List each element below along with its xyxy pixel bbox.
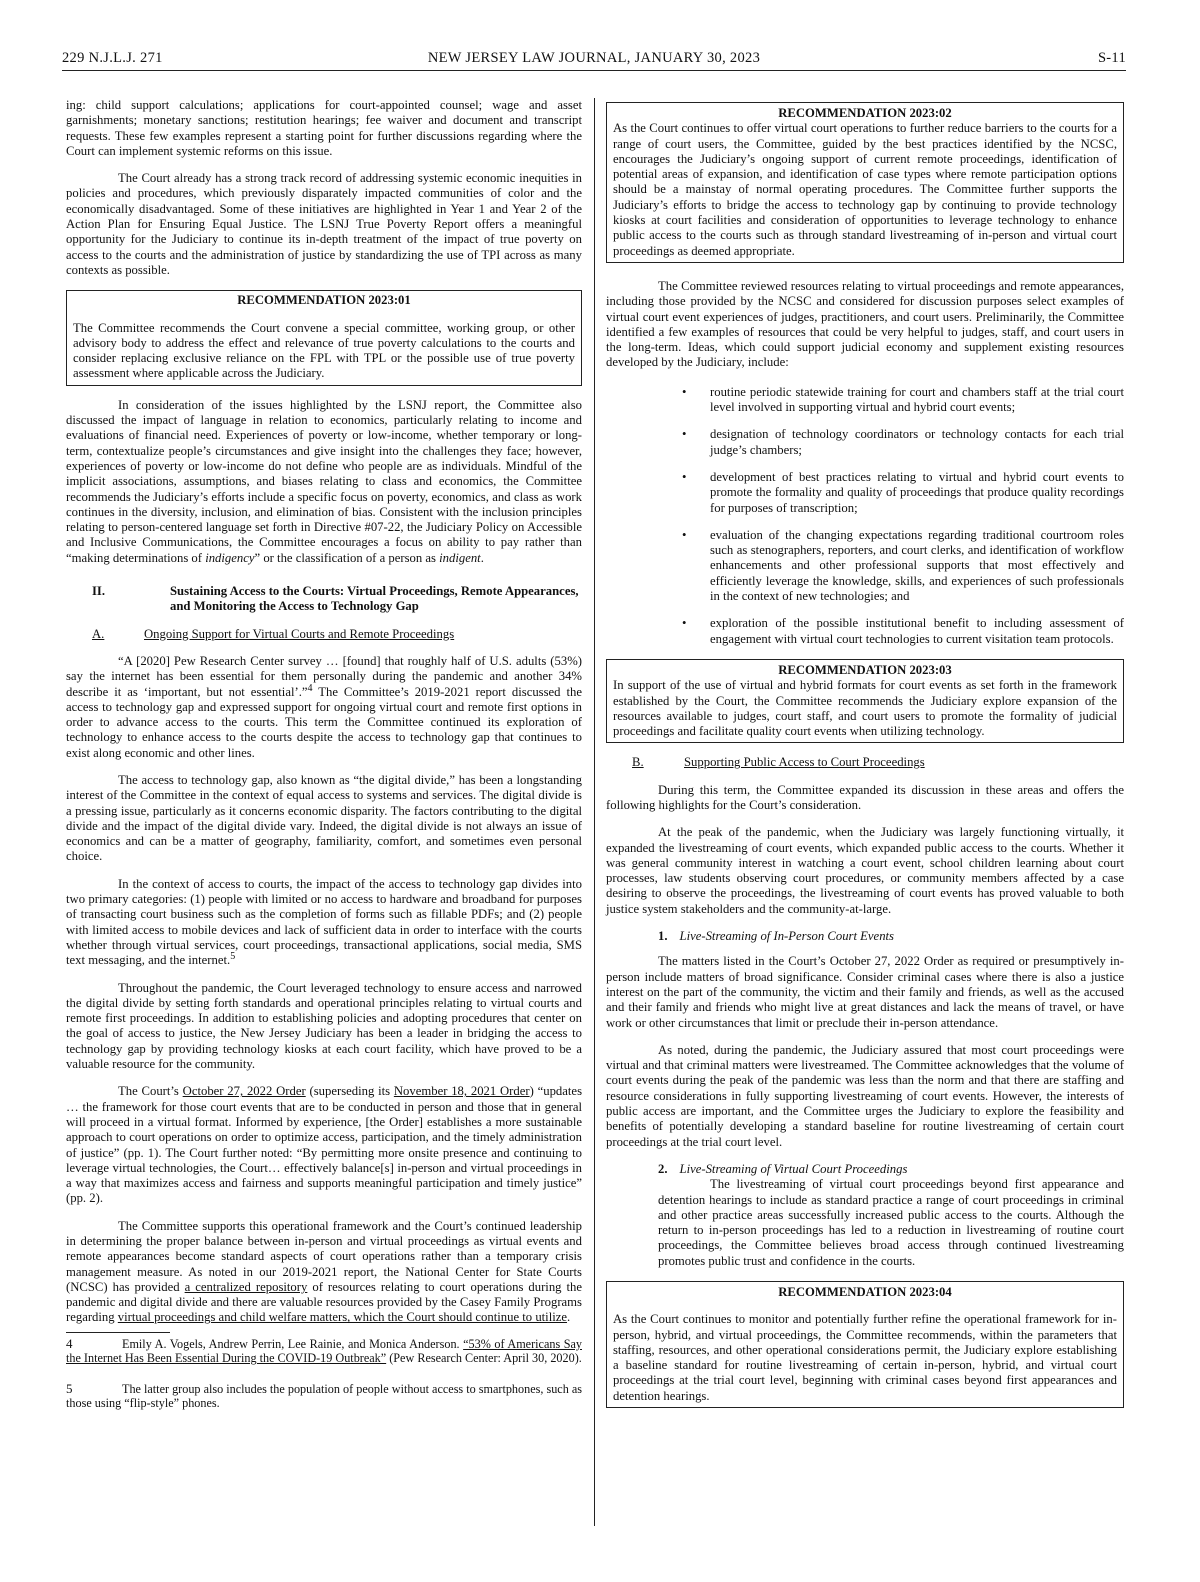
heading-number: 2. <box>658 1161 668 1176</box>
recommendation-title: RECOMMENDATION 2023:03 <box>778 662 952 677</box>
subsection-title: Supporting Public Access to Court Proceedings <box>684 755 925 770</box>
paragraph-digital-divide: The access to technology gap, also known as “the digital divide,” has been a longstanding interest of the Committee in the context of equal access to systems and services. The digital divide is a pressing issue, particularly as it concerns economic disparity. The factors contributing to the digital divide and the impact of the digital divide vary. Indeed, the digital divide is not always an issue of economics and can be a matter of geography, familiarity, comfort, and sometimes even personal choice. <box>66 772 582 864</box>
recommendation-body: The Committee recommends the Court convene a special committee, working group, or other advisory body to address the effect and relevance of true poverty calculations to the courts and consider replacing exclusive reliance on the FPL with TPL or the possible use of true poverty assessment where applicable across the Judiciary. <box>73 320 575 381</box>
list-item: • routine periodic statewide training for court and chambers staff at the trial court level involved in supporting virtual and hybrid court events; <box>606 385 1124 416</box>
virtual-livestream-block <box>606 1177 1124 1269</box>
paragraph-track-record: The Court already has a strong track record of addressing systemic economic inequities in policies and procedures, which previously disparately impacted communities of color and the economically disadvantaged. Some of these initiatives are highlighted in Year 1 and Year 2 of the Action Plan for Ensuring Equal Justice. The LSNJ True Poverty Report offers a meaningful opportunity for the Judiciary to continue its in-depth treatment of the impact of true poverty on access to the courts and the administration of justice by standardizing the use of TPI across as many contexts as possible. <box>66 171 582 277</box>
column-divider <box>594 98 595 1526</box>
subsection-letter: B. <box>632 755 644 770</box>
paragraph-pew-survey: “A [2020] Pew Research Center survey … [found] that roughly half of U.S. adults (53%) say the internet has been essential for them personally during the pandemic and another 34% describe it as ‘important, but not essential’.”$^4$ The Committee’s 2019-2021 report discussed the access to technology gap and expressed support for ongoing virtual court and remote first options in order to advance access to the courts. This term the Committee continued its exploration of technology to enhance access to the courts despite the access to technology gap that continues to exist along economic and other lines. <box>66 653 582 760</box>
heading-live-streaming-virtual <box>606 1162 1124 1177</box>
right-column <box>606 98 1124 1420</box>
recommendation-2023-01-box <box>66 290 582 385</box>
ideas-list <box>606 385 1124 647</box>
footnote-rule <box>66 1332 170 1333</box>
recommendation-title: RECOMMENDATION 2023:04 <box>778 1285 952 1299</box>
list-item: • development of best practices relating to virtual and hybrid court events to promote the formality and quality of proceedings that produce quality recordings for purposes of transcription; <box>606 470 1124 516</box>
list-item: • evaluation of the changing expectations regarding traditional courtroom roles such as stenographers, reporters, and court clerks, and identification of workflow enhancements and other professional supports that most effectively and efficiently leverage the knowledge, skills, and experiences of such professionals in the context of new technologies; and <box>606 528 1124 604</box>
november-2021-order-link[interactable]: November 18, 2021 Order <box>393 1084 530 1099</box>
paragraph-language-economics: In consideration of the issues highlighted by the LSNJ report, the Committee also discussed the impact of language in relation to economics, particularly relating to income and evaluations of financial need. Experiences of poverty or low-income, whether temporary or long-term, contextualize people’s circumstances and give insight into the challenges they face; however, experiences of poverty or low-income do not define who people are as individuals. Mindful of the implicit associations, assumptions, and biases relating to class and economics, the Committee recommends the Judiciary’s efforts include a specific focus on poverty, economics, and class as work continues in the diversity, inclusion, and elimination of bias. Consistent with the inclusion principles relating to person-centered language set forth in Directive #07-22, the Judiciary Policy on Accessible and Inclusive Communications, the Committee encourages a focus on ability to pay rather than “making determinations of indigency” or the classification of a person as indigent. <box>66 397 582 565</box>
header-journal-title: NEW JERSEY LAW JOURNAL, JANUARY 30, 2023 <box>427 50 761 66</box>
recommendation-body: In support of the use of virtual and hybrid formats for court events as set forth in the framework established by the Court, the Committee recommends the Judiciary explore expansion of the resources available to judges, court staff, and court users to promote the formality of judicial proceedings and facilitate quality court events when utilizing technology. <box>613 678 1117 739</box>
recommendation-title: RECOMMENDATION 2023:01 <box>237 293 411 308</box>
heading-title: Live-Streaming of In-Person Court Events <box>679 929 894 944</box>
paragraph-livestream-baseline: As noted, during the pandemic, the Judiciary assured that most court proceedings were virtual and that criminal matters were livestreamed. The Committee acknowledges that the volume of court events during the peak of the pandemic was less than the norm and that there are staffing and resource considerations in fully supporting livestreaming of court events. However, the interests of public access are important, and the Committee urges the Judiciary to explore the feasibility and benefits of potentially developing a standard baseline for routine livestreaming of certain court proceedings at the trial court level. <box>606 1042 1124 1149</box>
running-header <box>62 48 1126 71</box>
header-page-number: S-11 <box>1097 50 1126 66</box>
footnote-ref-4[interactable]: 4 <box>307 682 313 694</box>
heading-title: Live-Streaming of Virtual Court Proceedings <box>679 1161 908 1176</box>
paragraph-court-order: The Court’s October 27, 2022 Order (superseding its November 18, 2021 Order) “updates … the framework for those court events that are to be conducted in person and those that in general will proceed in a virtual format. Informed by experience, [the Order] establishes a more sustainable approach to court operations on order to optimize access, participation, and the timely administration of justice” (pp. 1). The Court further noted: “By permitting more onsite presence and continuing to leverage virtual technologies, the Court… effectively balance[s] in-person and virtual proceedings in a way that maximizes access and fairness and supports meaningful participation and timely justice” (pp. 2). <box>66 1084 583 1206</box>
section-ii-heading <box>66 584 582 615</box>
subsection-b-heading <box>606 755 1124 770</box>
paragraph-pandemic-technology: Throughout the pandemic, the Court leveraged technology to ensure access and narrowed the digital divide by setting forth standards and operational principles relating to virtual courts and remote first proceedings. In addition to establishing policies and adopting procedures that center on the goal of access to justice, the New Jersey Judiciary has been a leader in bridging the access to technology gap by providing technology kiosks at each court facility, which have proved to be a valuable resource for the community. <box>66 980 582 1072</box>
heading-number: 1. <box>658 929 668 944</box>
footnote-4: 4 Emily A. Vogels, Andrew Perrin, Lee Rainie, and Monica Anderson. “53% of Americans Say the Internet Has Been Essential During the COVID-19 Outbreak” (Pew Research Center: April 30, 2020). <box>66 1335 582 1366</box>
recommendation-2023-02-box <box>606 102 1124 263</box>
footnote-number: 4 <box>66 1335 73 1351</box>
footnote-ref-5[interactable]: 5 <box>230 951 236 963</box>
subsection-letter: A. <box>92 626 105 641</box>
recommendation-body: As the Court continues to monitor and potentially further refine the operational framework for in-person, hybrid, and virtual proceedings, the Committee recommends, within the parameters that staffing, resources, and other operational considerations permit, the Judiciary explore establishing a baseline standard for routine livestreaming of certain in-person, hybrid, and virtual court proceedings at the trial court level, beginning with criminal cases beyond first appearances and detention hearings. <box>613 1312 1117 1403</box>
recommendation-2023-04-box <box>606 1281 1124 1408</box>
paragraph-in-person-matters: The matters listed in the Court’s October 27, 2022 Order as required or presumptively in-person include matters of broad significance. Consider criminal cases where there is also a justice interest on the part of the community, the victim and their family and friends, as well as the accused and their family and friends who might live at great distances and lack the means of travel, or have work or other circumstances that limit or preclude their in-person attendance. <box>606 954 1124 1030</box>
list-item: • exploration of the possible institutional benefit to including assessment of engagement with virtual court technologies to current visitation team protocols. <box>606 616 1124 647</box>
ncsc-repository-link[interactable]: a centralized repository <box>184 1279 308 1294</box>
heading-live-streaming-in-person <box>606 929 1124 944</box>
recommendation-title: RECOMMENDATION 2023:02 <box>778 106 952 120</box>
casey-family-link[interactable]: virtual proceedings and child welfare matters, which the Court should continue to utilize <box>117 1310 568 1325</box>
list-item: • designation of technology coordinators or technology contacts for each trial judge’s chambers; <box>606 427 1124 458</box>
paragraph-pandemic-livestreaming: At the peak of the pandemic, when the Judiciary was largely functioning virtually, it expanded the livestreaming of court events, which expanded public access to the courts. Whether it was general community interest in watching a court event, school children learning about court processes, law students observing court procedures, or community members affected by a case desiring to observe the proceedings, the livestreaming of court events has proved valuable to both justice system stakeholders and the community-at-large. <box>606 825 1124 916</box>
recommendation-body: As the Court continues to offer virtual court operations to further reduce barriers to the courts for a range of court users, the Committee, guided by the best practices identified by the NCSC, encourages the Judiciary’s ongoing support of current remote proceedings, identification of potential areas of expansion, and identification of case types where remote participation options should be a mainstay of normal operating procedures. The Committee further supports the Judiciary’s efforts to bridge the access to technology gap by continuing to provide technology kiosks at court facilities and consideration of opportunities to leverage technology to enhance public access to the courts such as through standard livestreaming of in-person and virtual court proceedings as deemed appropriate. <box>613 121 1117 258</box>
footnote-number: 5 <box>66 1380 73 1396</box>
paragraph-fee-examples: ing: child support calculations; applications for court-appointed counsel; wage and asset garnishments; monetary sanctions; restitution hearings; fee waiver and document and transcript requests. These few examples represent a starting point for further discussions regarding where the Court can implement systemic reforms on this issue. <box>66 98 582 158</box>
recommendation-2023-03-box <box>606 659 1124 743</box>
paragraph-virtual-livestreaming: The livestreaming of virtual court proceedings beyond first appearance and detention hearings to include as standard practice a range of court proceedings in criminal and other practice areas successfully increased public access to the courts. Although the return to in-person proceedings has led to a reduction in livestreaming of routine court proceedings, the Committee believes broad access through continued livestreaming promotes public trust and confidence in the courts. <box>658 1177 1124 1268</box>
paragraph-term-highlights: During this term, the Committee expanded its discussion in these areas and offers the following highlights for the Court’s consideration. <box>606 782 1124 812</box>
left-column <box>66 98 582 1421</box>
subsection-a-heading <box>66 627 582 642</box>
header-citation: 229 N.J.L.J. 271 <box>62 50 163 66</box>
october-2022-order-link[interactable]: October 27, 2022 Order <box>182 1084 306 1099</box>
footnote-5: 5 The latter group also includes the population of people without access to smartphones, such as those using “flip-style” phones. <box>66 1380 582 1411</box>
section-title: Sustaining Access to the Courts: Virtual Proceedings, Remote Appearances, and Monitoring the Access to Technology Gap <box>170 584 579 614</box>
paragraph-access-categories: In the context of access to courts, the impact of the access to technology gap divides into two primary categories: (1) people with limited or no access to hardware and broadband for purposes of transacting court business such as the completion of forms such as fillable PDFs; and (2) people with limited access to mobile devices and lack of sufficient data in order to interface with the courts whether through virtual services, court proceedings, transactional applications, social media, SMS text messaging, and the internet.$^5$ <box>66 876 582 968</box>
section-number: II. <box>92 584 106 599</box>
subsection-title: Ongoing Support for Virtual Courts and Remote Proceedings <box>144 626 455 641</box>
paragraph-resources-review: The Committee reviewed resources relating to virtual proceedings and remote appearances, including those provided by the NCSC and considered for discussion purposes select examples of virtual court event experiences of judges, practitioners, and court users. Preliminarily, the Committee identified a few examples of resources that could be very helpful to judges, staff, and court users in the long-term. Ideas, which could support judicial economy and supplement existing resources developed by the Judiciary, include: <box>606 278 1124 370</box>
pew-article-link[interactable]: “53% of Americans Say the Internet Has Been Essential During the COVID-19 Outbreak” <box>66 1336 582 1366</box>
paragraph-operational-framework: The Committee supports this operational framework and the Court’s continued leadership in determining the proper balance between in-person and virtual proceedings as virtual events and remote appearances become standard aspects of court operations rather than a temporary crisis management measure. As noted in our 2019-2021 report, the National Center for State Courts (NCSC) has provided a centralized repository of resources relating to court operations during the pandemic and digital divide and there are valuable resources provided by the Casey Family Programs regarding virtual proceedings and child welfare matters, which the Court should continue to utilize. <box>66 1218 583 1325</box>
